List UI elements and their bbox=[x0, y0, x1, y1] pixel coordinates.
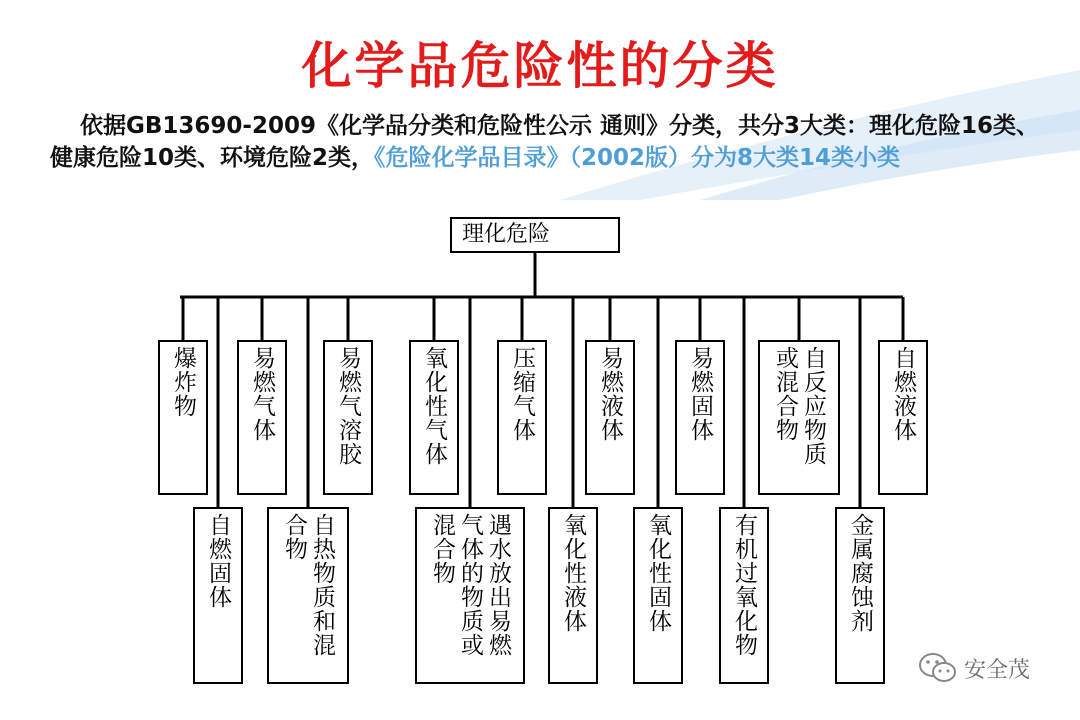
node-label: 易燃气溶胶 bbox=[335, 346, 361, 466]
category-node-bottom-2 bbox=[415, 507, 525, 684]
category-node-bottom-1 bbox=[267, 507, 349, 684]
node-label: 遇水放出易燃 bbox=[485, 513, 511, 657]
watermark bbox=[918, 652, 1030, 684]
node-label: 混合物 bbox=[429, 513, 455, 585]
category-node-top-5 bbox=[585, 340, 635, 495]
category-node-bottom-4 bbox=[633, 507, 683, 684]
watermark-text: 安全茂 bbox=[964, 657, 1031, 683]
category-node-bottom-3 bbox=[548, 507, 598, 684]
intro-text-main: 依据GB13690-2009《化学品分类和危险性公示 通则》分类，共分3大类：理化危险16类、健康危险10类、环境危险2类， bbox=[50, 113, 1040, 171]
category-node-bottom-6 bbox=[835, 507, 885, 684]
category-node-top-8 bbox=[878, 340, 928, 495]
page-title: 化学品危险性的分类 bbox=[301, 37, 779, 95]
node-label: 氧化性固体 bbox=[645, 513, 671, 633]
category-node-top-7 bbox=[758, 340, 840, 495]
category-node-top-3 bbox=[409, 340, 459, 495]
node-label: 易燃液体 bbox=[597, 346, 623, 442]
node-label: 压缩气体 bbox=[509, 346, 535, 442]
intro-text-highlight: 《危险化学品目录》（2002版）分为8大类14类小类 bbox=[374, 145, 901, 171]
node-label: 或混合物 bbox=[772, 346, 798, 442]
node-label: 氧化性液体 bbox=[560, 513, 586, 633]
node-label: 自热物质和混 bbox=[309, 513, 335, 657]
category-node-top-4 bbox=[497, 340, 547, 495]
category-node-top-2 bbox=[323, 340, 373, 495]
node-label: 金属腐蚀剂 bbox=[847, 513, 873, 633]
category-node-bottom-5 bbox=[719, 507, 769, 684]
node-label: 自燃液体 bbox=[890, 346, 916, 442]
node-label: 易燃固体 bbox=[687, 346, 713, 442]
node-label: 气体的物质或 bbox=[457, 513, 483, 657]
category-node-top-0 bbox=[158, 340, 208, 495]
node-label: 自反应物质 bbox=[800, 346, 826, 466]
node-label: 有机过氧化物 bbox=[731, 513, 757, 657]
root-node: 理化危险 bbox=[450, 217, 620, 253]
category-node-bottom-0 bbox=[193, 507, 243, 684]
node-label: 易燃气体 bbox=[249, 346, 275, 442]
node-label: 自燃固体 bbox=[205, 513, 231, 609]
node-label: 爆炸物 bbox=[170, 346, 196, 418]
node-label: 氧化性气体 bbox=[421, 346, 447, 466]
category-node-top-6 bbox=[675, 340, 725, 495]
node-label: 合物 bbox=[281, 513, 307, 561]
category-node-top-1 bbox=[237, 340, 287, 495]
wechat-icon bbox=[918, 652, 958, 684]
